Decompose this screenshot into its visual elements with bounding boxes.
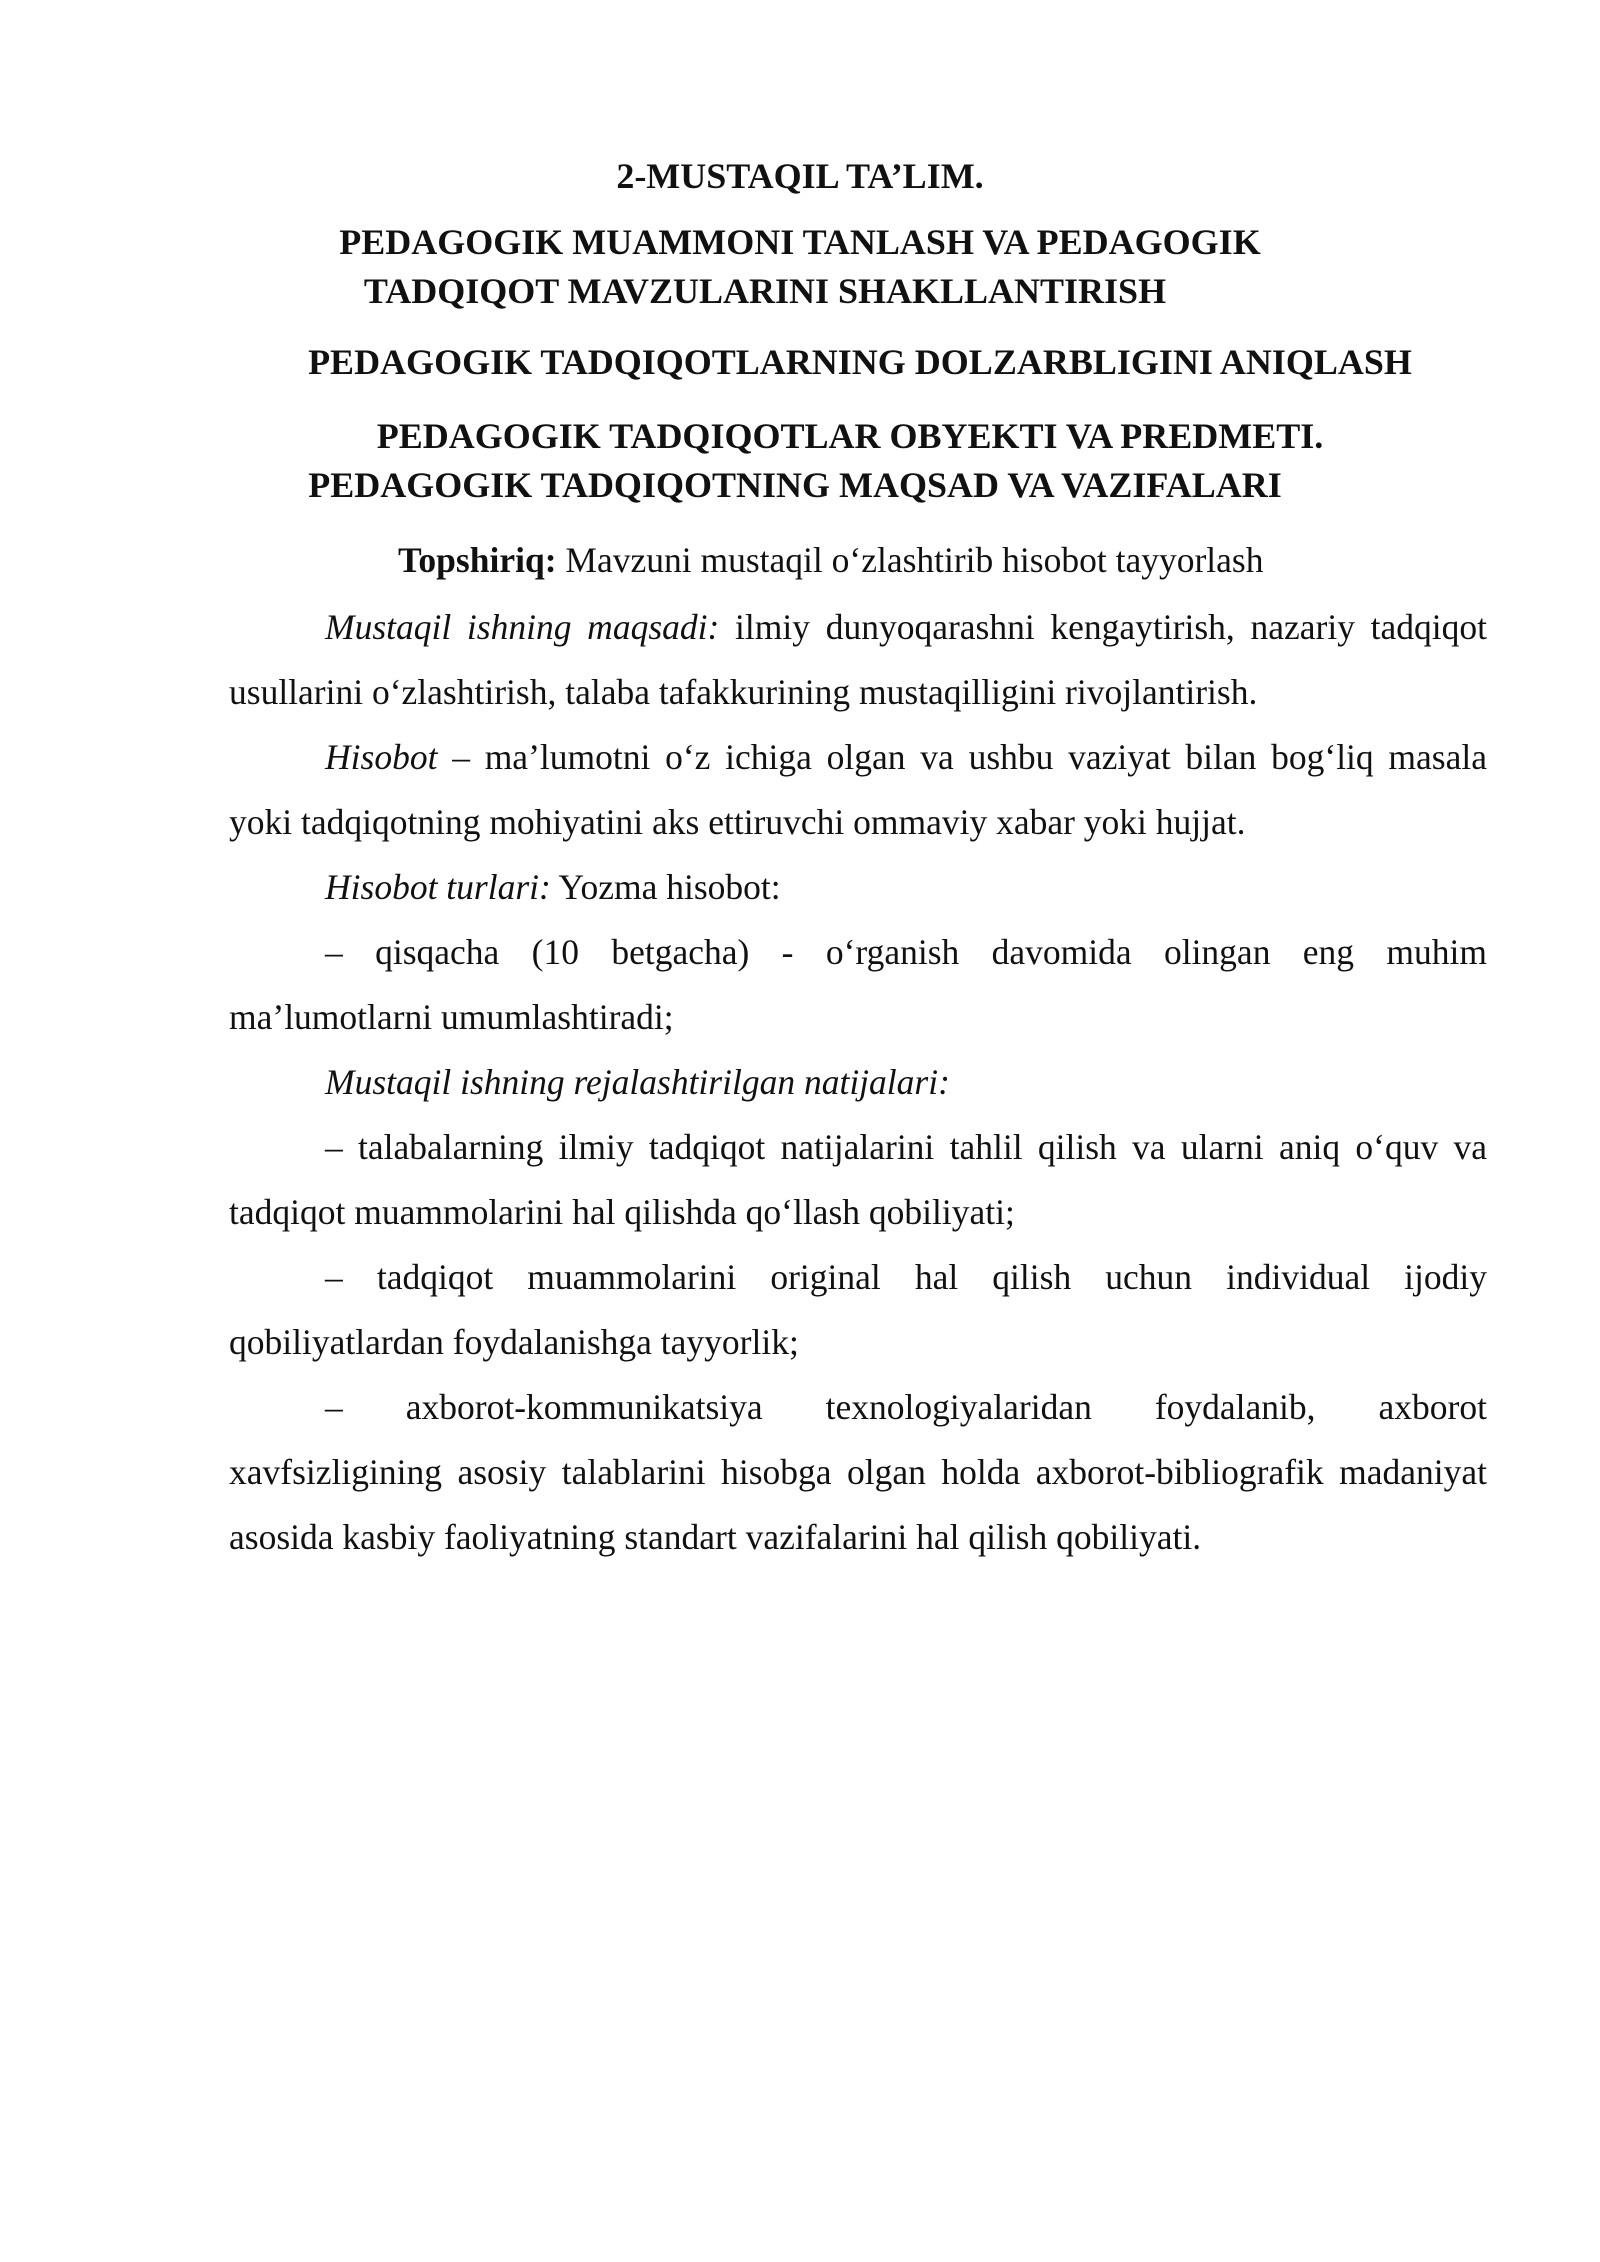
heading-line: PEDAGOGIK TADQIQOTLAR OBYEKTI VA PREDMETI. bbox=[376, 416, 1324, 456]
paragraph-maqsad bbox=[229, 595, 1487, 725]
paragraph-text: – ma’lumotni o‘z ichiga olgan va ushbu vaziyat bilan bog‘liq masala yoki tadqiqotning mohiyatini aks ettiruvchi ommaviy xabar yoki hujjat. bbox=[229, 737, 1487, 842]
section-heading-muammo bbox=[200, 218, 1400, 316]
heading-line: PEDAGOGIK TADQIQOTLARNING DOLZARBLIGINI ANIQLASH bbox=[308, 342, 1412, 382]
paragraph-label: Mustaqil ishning rejalashtirilgan natijalari: bbox=[325, 1062, 950, 1102]
list-item-qisqacha: – qisqacha (10 betgacha) - o‘rganish davomida olingan eng muhim ma’lumotlarni umumlashtiradi; bbox=[229, 932, 1487, 1037]
paragraph-hisobot-turlari bbox=[229, 855, 1487, 920]
title-text: 2-MUSTAQIL TA’LIM. bbox=[616, 156, 984, 196]
heading-line: PEDAGOGIK MUAMMONI TANLASH VA PEDAGOGIK bbox=[339, 222, 1261, 262]
paragraph-label: Hisobot bbox=[325, 737, 438, 777]
list-item-tahlil: – talabalarning ilmiy tadqiqot natijalarini tahlil qilish va ularni aniq o‘quv va tadqiqot muammolarini hal qilishda qo‘llash qobiliyati; bbox=[229, 1127, 1487, 1232]
paragraph-text: ilmiy dunyoqarashni kengaytirish, nazariy tadqiqot usullarini o‘zlashtirish, talaba tafakkurining mustaqilligini rivojlantirish. bbox=[229, 607, 1487, 712]
list-item-axborot: – axborot-kommunikatsiya texnologiyalaridan foydalanib, axborot xavfsizligining asosiy talablarini hisobga olgan holda axborot-bibliografik madaniyat asosida kasbiy faoliyatning standart vazifalarini hal qilish qobiliyati. bbox=[229, 1387, 1487, 1557]
paragraph-label: Hisobot turlari: bbox=[325, 867, 551, 907]
task-line bbox=[398, 530, 1263, 590]
list-item-ijodiy: – tadqiqot muammolarini original hal qilish uchun individual ijodiy qobiliyatlardan foydalanishga tayyorlik; bbox=[229, 1257, 1487, 1362]
heading-line: TADQIQOT MAVZULARINI SHAKLLANTIRISH bbox=[363, 271, 1167, 311]
section-heading-dolzarblik bbox=[230, 338, 1490, 387]
task-text: Mavzuni mustaqil o‘zlashtirib hisobot tayyorlash bbox=[556, 540, 1264, 580]
document-body bbox=[229, 595, 1487, 1570]
paragraph-text: Yozma hisobot: bbox=[550, 867, 781, 907]
task-label: Topshiriq: bbox=[398, 540, 557, 580]
heading-line: PEDAGOGIK TADQIQOTNING MAQSAD VA VAZIFALARI bbox=[308, 465, 1282, 505]
section-heading-obyekt bbox=[200, 412, 1400, 510]
paragraph-natijalar bbox=[229, 1050, 1487, 1115]
paragraph-hisobot bbox=[229, 725, 1487, 855]
paragraph-label: Mustaqil ishning maqsadi: bbox=[325, 607, 720, 647]
document-title bbox=[200, 152, 1400, 201]
